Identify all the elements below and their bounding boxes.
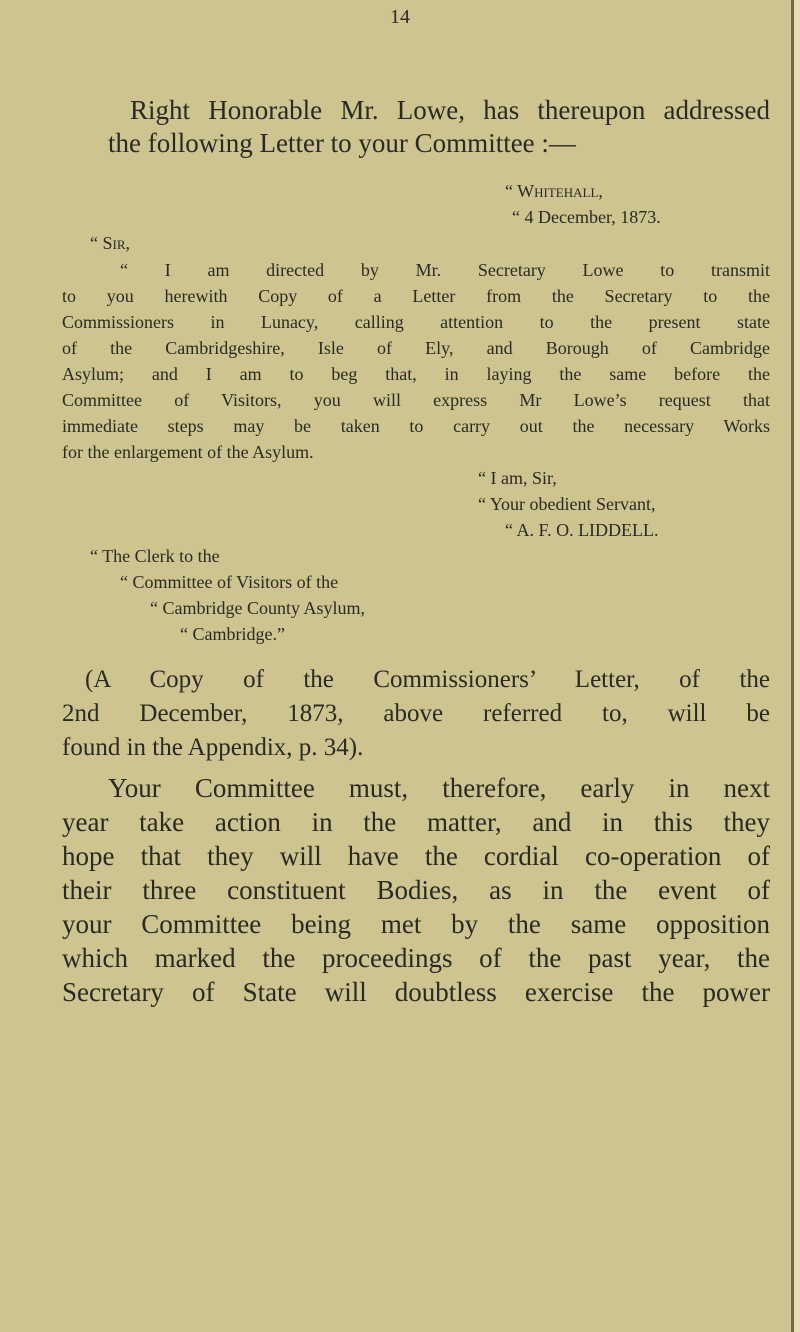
letter-body-line: for the enlargement of the Asylum.	[62, 442, 314, 462]
letter-body-line: Asylum; and I am to beg that, in laying the same before the	[62, 364, 770, 384]
intro-line-2: the following Letter to your Committee :—	[108, 128, 576, 158]
paragraph-line: which marked the proceedings of the past year, the	[62, 943, 770, 973]
note-line: found in the Appendix, p. 34).	[62, 734, 364, 761]
letter-body-line: to you herewith Copy of a Letter from the Secretary to the	[62, 286, 770, 306]
letter-address: “ Cambridge County Asylum,	[150, 598, 365, 618]
note-line: (A Copy of the Commissioners’ Letter, of the	[85, 666, 770, 693]
paragraph-line: year take action in the matter, and in this they	[62, 807, 770, 837]
letter-signature: “ A. F. O. LIDDELL.	[505, 520, 659, 540]
paragraph-line: your Committee being met by the same opposition	[62, 909, 770, 939]
paragraph-line: their three constituent Bodies, as in the event of	[62, 875, 770, 905]
letter-date: “ 4 December, 1873.	[512, 207, 661, 227]
paragraph-line: Your Committee must, therefore, early in next	[108, 773, 770, 803]
letter-place: “ Whitehall,	[505, 181, 603, 201]
letter-address: “ Committee of Visitors of the	[120, 572, 339, 592]
paragraph-line: hope that they will have the cordial co-operation of	[62, 841, 770, 871]
letter-body-line: Committee of Visitors, you will express Mr Lowe’s request that	[62, 390, 770, 410]
page-number: 14	[390, 6, 410, 28]
next-page-edge	[794, 0, 800, 1332]
letter-body-line: immediate steps may be taken to carry out the necessary Works	[62, 416, 770, 436]
letter-closing: “ I am, Sir,	[478, 468, 557, 488]
letter-body-line: “ I am directed by Mr. Secretary Lowe to transmit	[120, 260, 770, 280]
paragraph-line: Secretary of State will doubtless exercise the power	[62, 977, 770, 1007]
letter-address: “ The Clerk to the	[90, 546, 220, 566]
letter-body-line: of the Cambridgeshire, Isle of Ely, and Borough of Cambridge	[62, 338, 770, 358]
letter-address: “ Cambridge.”	[180, 624, 285, 644]
note-line: 2nd December, 1873, above referred to, will be	[62, 700, 770, 727]
intro-line-1: Right Honorable Mr. Lowe, has thereupon addressed	[130, 95, 770, 125]
letter-body-line: Commissioners in Lunacy, calling attention to the present state	[62, 312, 770, 332]
letter-salutation: “ Sir,	[90, 233, 130, 253]
letter-closing: “ Your obedient Servant,	[478, 494, 656, 514]
